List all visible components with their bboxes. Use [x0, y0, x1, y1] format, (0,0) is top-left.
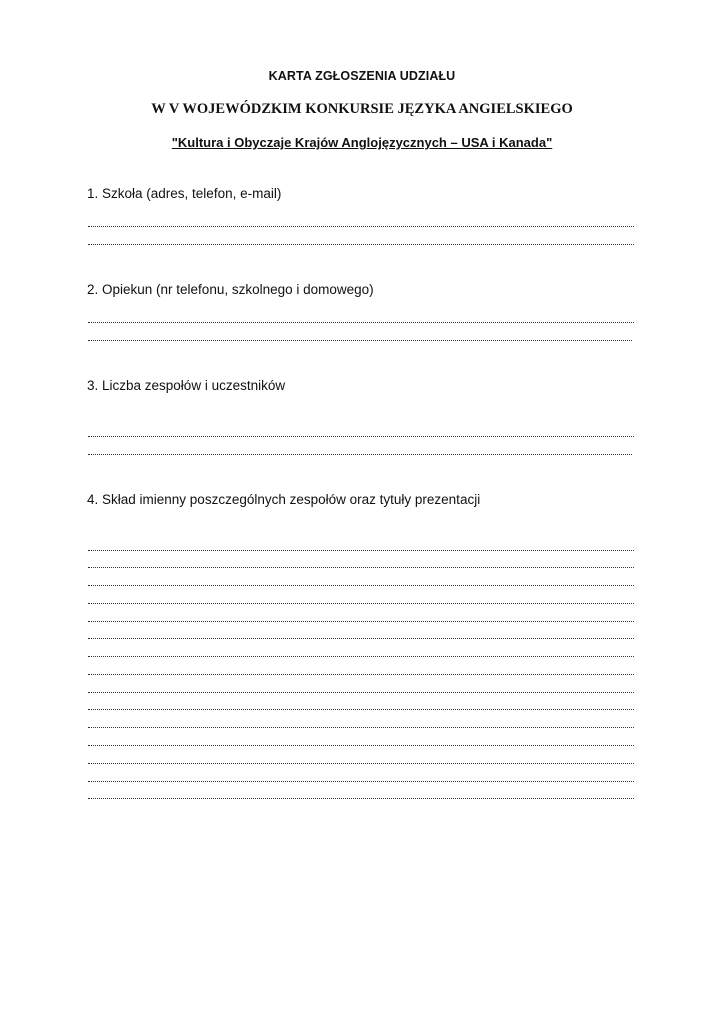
- answer-line[interactable]: [88, 798, 634, 799]
- question-1-label: 1. Szkoła (adres, telefon, e-mail): [87, 186, 282, 201]
- answer-line[interactable]: [88, 781, 634, 782]
- answer-line[interactable]: [88, 656, 634, 657]
- question-2-label: 2. Opiekun (nr telefonu, szkolnego i domowego): [87, 282, 374, 297]
- answer-line[interactable]: [88, 603, 634, 604]
- question-3-label: 3. Liczba zespołów i uczestników: [87, 378, 286, 393]
- answer-line[interactable]: [88, 226, 634, 227]
- answer-line[interactable]: [88, 674, 634, 675]
- answer-line[interactable]: [88, 745, 634, 746]
- answer-line[interactable]: [88, 692, 634, 693]
- answer-line[interactable]: [88, 727, 634, 728]
- form-title: KARTA ZGŁOSZENIA UDZIAŁU: [268, 69, 456, 83]
- answer-line[interactable]: [88, 454, 632, 455]
- contest-title: W V WOJEWÓDZKIM KONKURSIE JĘZYKA ANGIELSKIEGO: [151, 101, 573, 117]
- answer-line[interactable]: [88, 550, 634, 551]
- answer-line[interactable]: [88, 567, 634, 568]
- answer-line[interactable]: [88, 621, 634, 622]
- answer-line[interactable]: [88, 585, 634, 586]
- answer-line[interactable]: [88, 763, 634, 764]
- question-4-label: 4. Skład imienny poszczególnych zespołów oraz tytuły prezentacji: [87, 492, 481, 507]
- answer-line[interactable]: [88, 638, 634, 639]
- answer-line[interactable]: [88, 340, 632, 341]
- contest-theme: "Kultura i Obyczaje Krajów Anglojęzycznych – USA i Kanada": [171, 135, 553, 150]
- answer-line[interactable]: [88, 322, 634, 323]
- answer-line[interactable]: [88, 244, 634, 245]
- answer-line[interactable]: [88, 709, 634, 710]
- answer-line[interactable]: [88, 436, 634, 437]
